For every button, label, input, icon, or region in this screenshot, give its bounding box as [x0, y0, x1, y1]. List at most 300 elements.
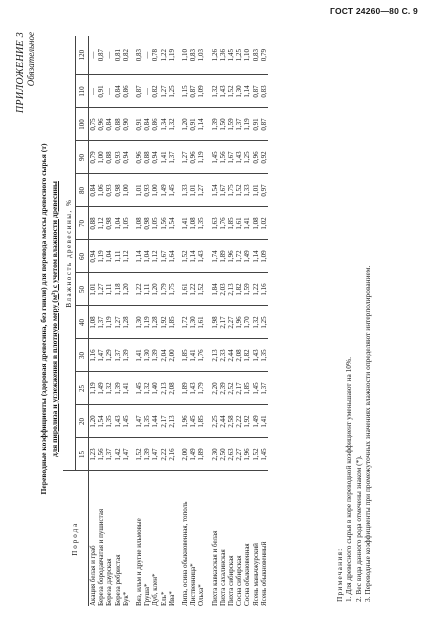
- coefficient-cell: 0,96: [130, 141, 143, 174]
- coefficient-cell: 1,72: [176, 306, 189, 339]
- coefficient-cell: 2,52: [227, 372, 235, 405]
- coefficient-cell: 1,32: [168, 108, 176, 141]
- coefficient-cell: 0,91: [189, 108, 197, 141]
- coefficient-cell: 1,89: [219, 240, 227, 273]
- coefficient-cell: 2,00: [176, 438, 189, 471]
- coefficient-cell: 1,43: [114, 405, 122, 438]
- coefficient-cell: 1,54: [97, 405, 105, 438]
- coefficient-cell: 2,16: [168, 438, 176, 471]
- coefficient-cell: 1,45: [189, 405, 197, 438]
- table-row: [243, 36, 251, 606]
- coefficient-cell: 2,13: [160, 372, 168, 405]
- table-row: [189, 36, 197, 606]
- coefficient-cell: 1,22: [130, 273, 143, 306]
- species-cell: Лиственница*: [189, 471, 197, 606]
- species-cell: Дуб, клен*: [151, 471, 159, 606]
- coefficient-cell: 1,04: [114, 207, 122, 240]
- coefficient-cell: 0,96: [97, 108, 105, 141]
- coefficient-cell: 1,39: [206, 108, 219, 141]
- coefficient-cell: 0,83: [189, 49, 198, 62]
- coefficient-cell: 1,85: [168, 306, 176, 339]
- species-cell: Береза ребристая: [114, 471, 122, 606]
- moisture-column-header: Влажность древесины, %: [63, 36, 76, 471]
- table-row: [143, 36, 151, 606]
- coefficient-cell: 1,08: [89, 306, 98, 339]
- coefficient-cell: 0,91: [97, 75, 105, 108]
- species-cell: Береза даурская: [105, 471, 113, 606]
- coefficient-cell: 2,58: [227, 405, 235, 438]
- coefficient-cell: 0,94: [151, 141, 159, 174]
- coefficient-cell: 1,14: [197, 108, 205, 141]
- coefficient-cell: 1,37: [97, 306, 105, 339]
- coefficient-cell: 1,36: [218, 49, 227, 62]
- coefficient-cell: 2,33: [219, 339, 227, 372]
- coefficient-cell: 1,09: [260, 240, 268, 273]
- coefficient-cell: 1,05: [122, 207, 130, 240]
- coefficient-cell: 1,01: [189, 174, 197, 207]
- coefficient-cell: 1,27: [197, 174, 205, 207]
- coefficient-cell: 1,49: [243, 240, 251, 273]
- coefficient-cell: 1,41: [243, 207, 251, 240]
- coefficient-cell: 1,89: [176, 372, 189, 405]
- coefficient-cell: 0,79: [259, 49, 268, 62]
- coefficient-cell: 1,39: [143, 438, 151, 471]
- coefficient-cell: 1,47: [97, 339, 105, 372]
- coefficient-cell: 1,14: [252, 240, 260, 273]
- species-cell: Груша*: [143, 471, 151, 606]
- species-cell: Ясень обыкновенный: [260, 471, 268, 606]
- coefficient-cell: 1,49: [252, 405, 260, 438]
- table-row: [176, 36, 189, 606]
- coefficient-cell: 0,94: [122, 141, 130, 174]
- coefficient-cell: 1,67: [160, 240, 168, 273]
- coefficient-cell: 0,93: [143, 174, 151, 207]
- coefficient-cell: 1,92: [243, 405, 251, 438]
- coefficient-cell: 1,85: [243, 372, 251, 405]
- coefficient-cell: 2,13: [168, 405, 176, 438]
- moisture-column: 40: [76, 306, 89, 339]
- coefficient-cell: 1,09: [197, 75, 205, 108]
- coefficient-cell: 1,08: [130, 207, 143, 240]
- coefficient-cell: 1,34: [160, 108, 168, 141]
- coefficient-cell: 1,37: [114, 339, 122, 372]
- coefficient-cell: 1,52: [235, 174, 243, 207]
- coefficient-cell: —: [105, 51, 114, 59]
- coefficient-cell: 1,32: [143, 372, 151, 405]
- coefficient-cell: 0,84: [143, 108, 151, 141]
- coefficient-cell: 2,27: [227, 306, 235, 339]
- coefficient-cell: 1,61: [235, 207, 243, 240]
- coefficient-cell: 1,25: [243, 141, 251, 174]
- moisture-column: 20: [76, 405, 89, 438]
- coefficient-cell: 1,26: [210, 49, 219, 62]
- notes: [335, 42, 373, 602]
- coefficient-cell: 1,52: [176, 240, 189, 273]
- coefficient-cell: 1,67: [227, 141, 235, 174]
- coefficient-cell: 2,44: [219, 405, 227, 438]
- coefficient-cell: 0,91: [130, 108, 143, 141]
- coefficient-cell: 1,06: [97, 174, 105, 207]
- table-row: [235, 36, 243, 606]
- coefficient-cell: 1,05: [151, 207, 159, 240]
- coefficient-cell: 1,35: [260, 339, 268, 372]
- coefficient-cell: 2,44: [227, 339, 235, 372]
- notes-heading: Примечания:: [335, 547, 344, 602]
- species-cell: Сосна обыкновенная: [243, 471, 251, 606]
- coefficient-cell: 1,41: [130, 339, 143, 372]
- coefficient-cell: 1,70: [243, 306, 251, 339]
- species-cell: Бук*: [122, 471, 130, 606]
- coefficient-cell: 1,20: [122, 273, 130, 306]
- coefficient-cell: —: [89, 75, 98, 108]
- title-line-2: для пиролиза и углежжения в плотную меру (м³) с учетом влажности древесины: [49, 181, 59, 457]
- coefficient-cell: 2,50: [219, 438, 227, 471]
- coefficient-cell: 1,42: [114, 438, 122, 471]
- coefficient-cell: 1,37: [260, 372, 268, 405]
- moisture-column: 120: [76, 36, 89, 75]
- coefficient-cell: 1,03: [197, 49, 206, 62]
- coefficient-cell: 0,88: [143, 141, 151, 174]
- coefficient-cell: 1,39: [122, 339, 130, 372]
- coefficient-cell: 2,13: [206, 339, 219, 372]
- coefficient-cell: 1,37: [105, 438, 113, 471]
- coefficient-cell: 1,14: [243, 75, 251, 108]
- coefficient-cell: 1,82: [235, 273, 243, 306]
- coefficient-cell: 1,19: [197, 141, 205, 174]
- coefficient-cell: 1,35: [197, 207, 205, 240]
- coefficient-cell: 1,45: [168, 174, 176, 207]
- coefficient-cell: 1,32: [105, 372, 113, 405]
- appendix-title: ПРИЛОЖЕНИЕ 3: [15, 32, 26, 114]
- coefficient-cell: 1,52: [227, 75, 235, 108]
- species-cell: Ясень маньчжурский: [252, 471, 260, 606]
- coefficient-cell: 1,98: [206, 306, 219, 339]
- title-line-1: Переводные коэффициенты (здоровая древесина, без гнили) для перевода массы древесного сырья (т): [39, 143, 48, 495]
- coefficient-cell: 1,12: [97, 207, 105, 240]
- coefficient-cell: 1,02: [260, 207, 268, 240]
- coefficient-cell: 1,82: [243, 339, 251, 372]
- coefficient-cell: 1,08: [189, 207, 197, 240]
- coefficient-cell: 1,27: [160, 75, 168, 108]
- coefficient-cell: 0,87: [252, 75, 260, 108]
- coefficient-cell: 1,30: [235, 75, 243, 108]
- coefficient-cell: 0,96: [189, 141, 197, 174]
- coefficient-cell: 1,04: [143, 240, 151, 273]
- note-item: 3. Переводные коэффициенты при промежуточных значениях влажности определяют интерполированием.: [363, 265, 373, 602]
- coefficient-cell: 0,87: [189, 75, 197, 108]
- coefficient-cell: 1,85: [197, 405, 205, 438]
- coefficient-cell: 1,50: [219, 108, 227, 141]
- coefficient-cell: 1,35: [143, 405, 151, 438]
- coefficient-cell: 1,54: [206, 174, 219, 207]
- coefficient-cell: 1,43: [189, 372, 197, 405]
- coefficient-cell: 1,96: [235, 306, 243, 339]
- species-cell: Вяз, ильм и другие ильмовые: [130, 471, 143, 606]
- coefficient-cell: 0,81: [113, 49, 122, 62]
- species-cell: Ольха*: [197, 471, 205, 606]
- appendix-status: Обязательное: [26, 32, 36, 87]
- coefficient-cell: 1,45: [206, 141, 219, 174]
- coefficient-cell: 1,11: [105, 273, 113, 306]
- coefficient-cell: 1,76: [197, 339, 205, 372]
- coefficient-cell: 1,12: [122, 240, 130, 273]
- coefficient-cell: 1,22: [252, 273, 260, 306]
- coefficient-cell: 1,49: [160, 174, 168, 207]
- coefficient-cell: 2,17: [160, 405, 168, 438]
- coefficient-cell: 2,04: [160, 339, 168, 372]
- coefficient-cell: 1,00: [122, 174, 130, 207]
- moisture-column: 50: [76, 273, 89, 306]
- coefficient-cell: 1,47: [151, 438, 159, 471]
- table-row: [114, 36, 122, 606]
- coefficient-cell: 2,20: [206, 372, 219, 405]
- coefficient-cell: 1,19: [143, 306, 151, 339]
- coefficient-cell: 1,22: [159, 49, 168, 62]
- coefficient-cell: 0,86: [151, 108, 159, 141]
- coefficient-cell: 1,67: [219, 174, 227, 207]
- coefficient-cell: 1,56: [97, 438, 105, 471]
- table-row: [105, 36, 113, 606]
- coefficient-cell: 1,61: [197, 306, 205, 339]
- table-row: [130, 36, 143, 606]
- coefficient-cell: 0,78: [151, 49, 160, 62]
- species-column-header: Порода: [63, 471, 89, 606]
- coefficient-cell: 1,79: [197, 372, 205, 405]
- coefficient-cell: 1,72: [235, 240, 243, 273]
- coefficient-cell: 1,92: [160, 306, 168, 339]
- coefficient-cell: 0,93: [114, 141, 122, 174]
- coefficient-cell: 1,44: [151, 405, 159, 438]
- coefficient-cell: 0,84: [89, 174, 98, 207]
- coefficient-cell: 0,83: [135, 49, 144, 62]
- coefficient-cell: 1,64: [168, 240, 176, 273]
- coefficient-cell: 1,54: [168, 207, 176, 240]
- coefficient-cell: 2,03: [219, 273, 227, 306]
- table-row: [89, 36, 98, 606]
- coefficient-cell: —: [105, 75, 113, 108]
- coefficient-cell: 1,14: [130, 240, 143, 273]
- coefficient-cell: —: [143, 75, 151, 108]
- coefficient-cell: 1,27: [97, 273, 105, 306]
- coefficient-cell: 0,98: [105, 207, 113, 240]
- coefficient-cell: 1,85: [227, 207, 235, 240]
- coefficient-cell: 1,47: [130, 405, 143, 438]
- coefficient-cell: 1,37: [168, 141, 176, 174]
- coefficient-cell: 1,23: [89, 438, 98, 471]
- coefficient-cell: 1,85: [176, 339, 189, 372]
- coefficient-cell: 1,39: [114, 372, 122, 405]
- coefficient-cell: 1,16: [260, 273, 268, 306]
- coefficient-cell: 1,61: [176, 273, 189, 306]
- coefficient-cell: 1,25: [235, 49, 244, 62]
- coefficient-cell: 1,41: [176, 207, 189, 240]
- coefficient-cell: 1,29: [105, 339, 113, 372]
- coefficient-cell: 1,16: [89, 339, 98, 372]
- coefficient-cell: 1,28: [151, 306, 159, 339]
- coefficient-cell: 2,22: [160, 438, 168, 471]
- coefficient-cell: 1,32: [206, 75, 219, 108]
- note-item: 2. Вес вида данного рода отмечены знаком (*).: [353, 455, 363, 602]
- coefficient-cell: 1,96: [227, 240, 235, 273]
- coefficient-cell: —: [143, 51, 152, 59]
- coefficient-cell: 1,33: [176, 174, 189, 207]
- coefficient-cell: 0,91: [252, 108, 260, 141]
- coefficient-cell: 1,43: [252, 339, 260, 372]
- coefficient-cell: 2,13: [227, 273, 235, 306]
- coefficient-cell: 0,84: [105, 108, 113, 141]
- species-cell: Липа, осина обыкновенная, тополь: [176, 471, 189, 606]
- coefficient-cell: 1,56: [219, 141, 227, 174]
- coefficient-cell: 2,30: [206, 438, 219, 471]
- coefficient-cell: 1,14: [189, 240, 197, 273]
- coefficient-cell: 1,41: [160, 141, 168, 174]
- moisture-column: 110: [76, 75, 89, 108]
- coefficient-cell: 1,01: [130, 174, 143, 207]
- species-cell: Пихта сахалинская: [219, 471, 227, 606]
- coefficient-cell: 1,00: [97, 141, 105, 174]
- coefficient-cell: 1,15: [176, 75, 189, 108]
- coefficient-cell: 1,56: [160, 207, 168, 240]
- species-cell: Ель*: [160, 471, 168, 606]
- coefficient-cell: 1,12: [151, 240, 159, 273]
- page-header: ГОСТ 24260—80 С. 9: [330, 6, 418, 16]
- coefficient-cell: 1,33: [243, 174, 251, 207]
- coefficient-cell: 1,40: [151, 372, 159, 405]
- coefficient-cell: —: [89, 51, 97, 59]
- coefficient-cell: 1,20: [151, 273, 159, 306]
- coefficient-cell: 1,52: [252, 438, 260, 471]
- coefficient-cell: 2,27: [235, 438, 243, 471]
- coefficient-cell: 1,25: [260, 306, 268, 339]
- coefficient-cell: 1,52: [130, 438, 143, 471]
- coefficient-cell: 1,75: [168, 273, 176, 306]
- coefficient-cell: 0,83: [260, 75, 268, 108]
- coefficient-cell: 1,30: [143, 339, 151, 372]
- table-row: [206, 36, 219, 606]
- coefficient-cell: 0,98: [143, 207, 151, 240]
- moisture-column: 70: [76, 207, 89, 240]
- moisture-column: 30: [76, 339, 89, 372]
- table-row: [97, 36, 105, 606]
- coefficient-cell: 1,49: [97, 372, 105, 405]
- coefficient-cell: 2,22: [235, 405, 243, 438]
- coefficient-cell: 1,22: [189, 273, 197, 306]
- coefficient-cell: 1,52: [197, 273, 205, 306]
- table-row: [219, 36, 227, 606]
- table-row: [227, 36, 235, 606]
- coefficient-cell: 2,63: [227, 438, 235, 471]
- coefficient-cell: 1,89: [197, 438, 205, 471]
- species-cell: Береза бородавчатая и пушистая: [97, 471, 105, 606]
- coefficient-cell: 1,10: [181, 49, 190, 62]
- coefficient-cell: 1,19: [167, 49, 176, 62]
- coefficient-cell: 0,98: [114, 174, 122, 207]
- coefficient-cell: 0,82: [151, 75, 159, 108]
- coefficient-cell: 1,96: [243, 438, 251, 471]
- coefficient-cell: 1,19: [105, 306, 113, 339]
- moisture-column: 80: [76, 174, 89, 207]
- coefficient-cell: 1,41: [189, 339, 197, 372]
- coefficient-cell: 1,11: [143, 273, 151, 306]
- coefficient-cell: 1,18: [114, 273, 122, 306]
- coefficient-cell: 1,63: [206, 207, 219, 240]
- coefficient-cell: 0,79: [89, 141, 98, 174]
- appendix-label: [15, 32, 37, 113]
- coefficient-cell: 0,87: [130, 75, 143, 108]
- coefficient-cell: 1,01: [252, 174, 260, 207]
- species-cell: Пихта кавказская и белая: [206, 471, 219, 606]
- coefficient-cell: 0,83: [251, 49, 260, 62]
- moisture-column: 60: [76, 240, 89, 273]
- species-cell: Сосна сибирская: [235, 471, 243, 606]
- coefficient-cell: 1,32: [252, 306, 260, 339]
- coefficient-cell: 1,79: [160, 273, 168, 306]
- coefficient-cell: 1,20: [89, 405, 98, 438]
- coefficient-cell: 1,96: [176, 405, 189, 438]
- coefficient-cell: 0,82: [121, 49, 130, 62]
- coefficient-cell: 1,04: [105, 240, 113, 273]
- coefficient-cell: 0,97: [260, 174, 268, 207]
- coefficient-cell: 0,86: [122, 75, 130, 108]
- coefficient-cell: 0,93: [105, 174, 113, 207]
- moisture-column: 15: [76, 438, 89, 471]
- coefficient-cell: 1,45: [130, 372, 143, 405]
- coefficient-cell: 1,11: [114, 240, 122, 273]
- coefficient-cell: 1,59: [227, 108, 235, 141]
- table-row: [252, 36, 260, 606]
- species-cell: Ива*: [168, 471, 176, 606]
- coefficient-cell: 0,96: [252, 141, 260, 174]
- table-row: [168, 36, 176, 606]
- coefficient-cell: 2,08: [235, 339, 243, 372]
- table-row: [151, 36, 159, 606]
- coefficient-cell: 1,00: [151, 174, 159, 207]
- coefficient-cell: 2,08: [168, 372, 176, 405]
- note-item: 1. Для древесного сырья в коре переводной коэффициент уменьшают на 10%.: [344, 357, 354, 602]
- coefficient-cell: 0,75: [89, 108, 98, 141]
- coefficient-cell: 1,76: [219, 207, 227, 240]
- coefficient-cell: 2,00: [168, 339, 176, 372]
- coefficient-cell: 1,74: [206, 240, 219, 273]
- coefficient-cell: 1,45: [227, 49, 236, 62]
- rotated-content: [13, 26, 413, 626]
- coefficient-cell: 0,88: [114, 108, 122, 141]
- coefficient-cell: 1,01: [89, 273, 98, 306]
- coefficient-cell: 1,19: [89, 372, 98, 405]
- coefficient-cell: 2,39: [219, 372, 227, 405]
- coefficients-table: [63, 36, 268, 606]
- table-row: [160, 36, 168, 606]
- coefficient-cell: 2,17: [219, 306, 227, 339]
- coefficient-cell: 1,45: [260, 438, 268, 471]
- coefficient-cell: 0,90: [122, 108, 130, 141]
- coefficient-cell: 1,30: [130, 306, 143, 339]
- coefficient-cell: 0,94: [89, 240, 98, 273]
- coefficient-cell: 1,45: [122, 405, 130, 438]
- coefficient-cell: 1,43: [197, 240, 205, 273]
- coefficient-cell: 1,27: [176, 141, 189, 174]
- table-row: [122, 36, 130, 606]
- coefficient-cell: 1,19: [97, 240, 105, 273]
- coefficient-cell: 1,27: [114, 306, 122, 339]
- coefficient-cell: 1,20: [176, 108, 189, 141]
- species-cell: Пихта сибирская: [227, 471, 235, 606]
- coefficient-cell: 0,87: [260, 108, 268, 141]
- moisture-column: 90: [76, 141, 89, 174]
- species-cell: Акация белая и граб: [89, 471, 98, 606]
- table-row: [260, 36, 268, 606]
- coefficient-cell: 1,35: [105, 405, 113, 438]
